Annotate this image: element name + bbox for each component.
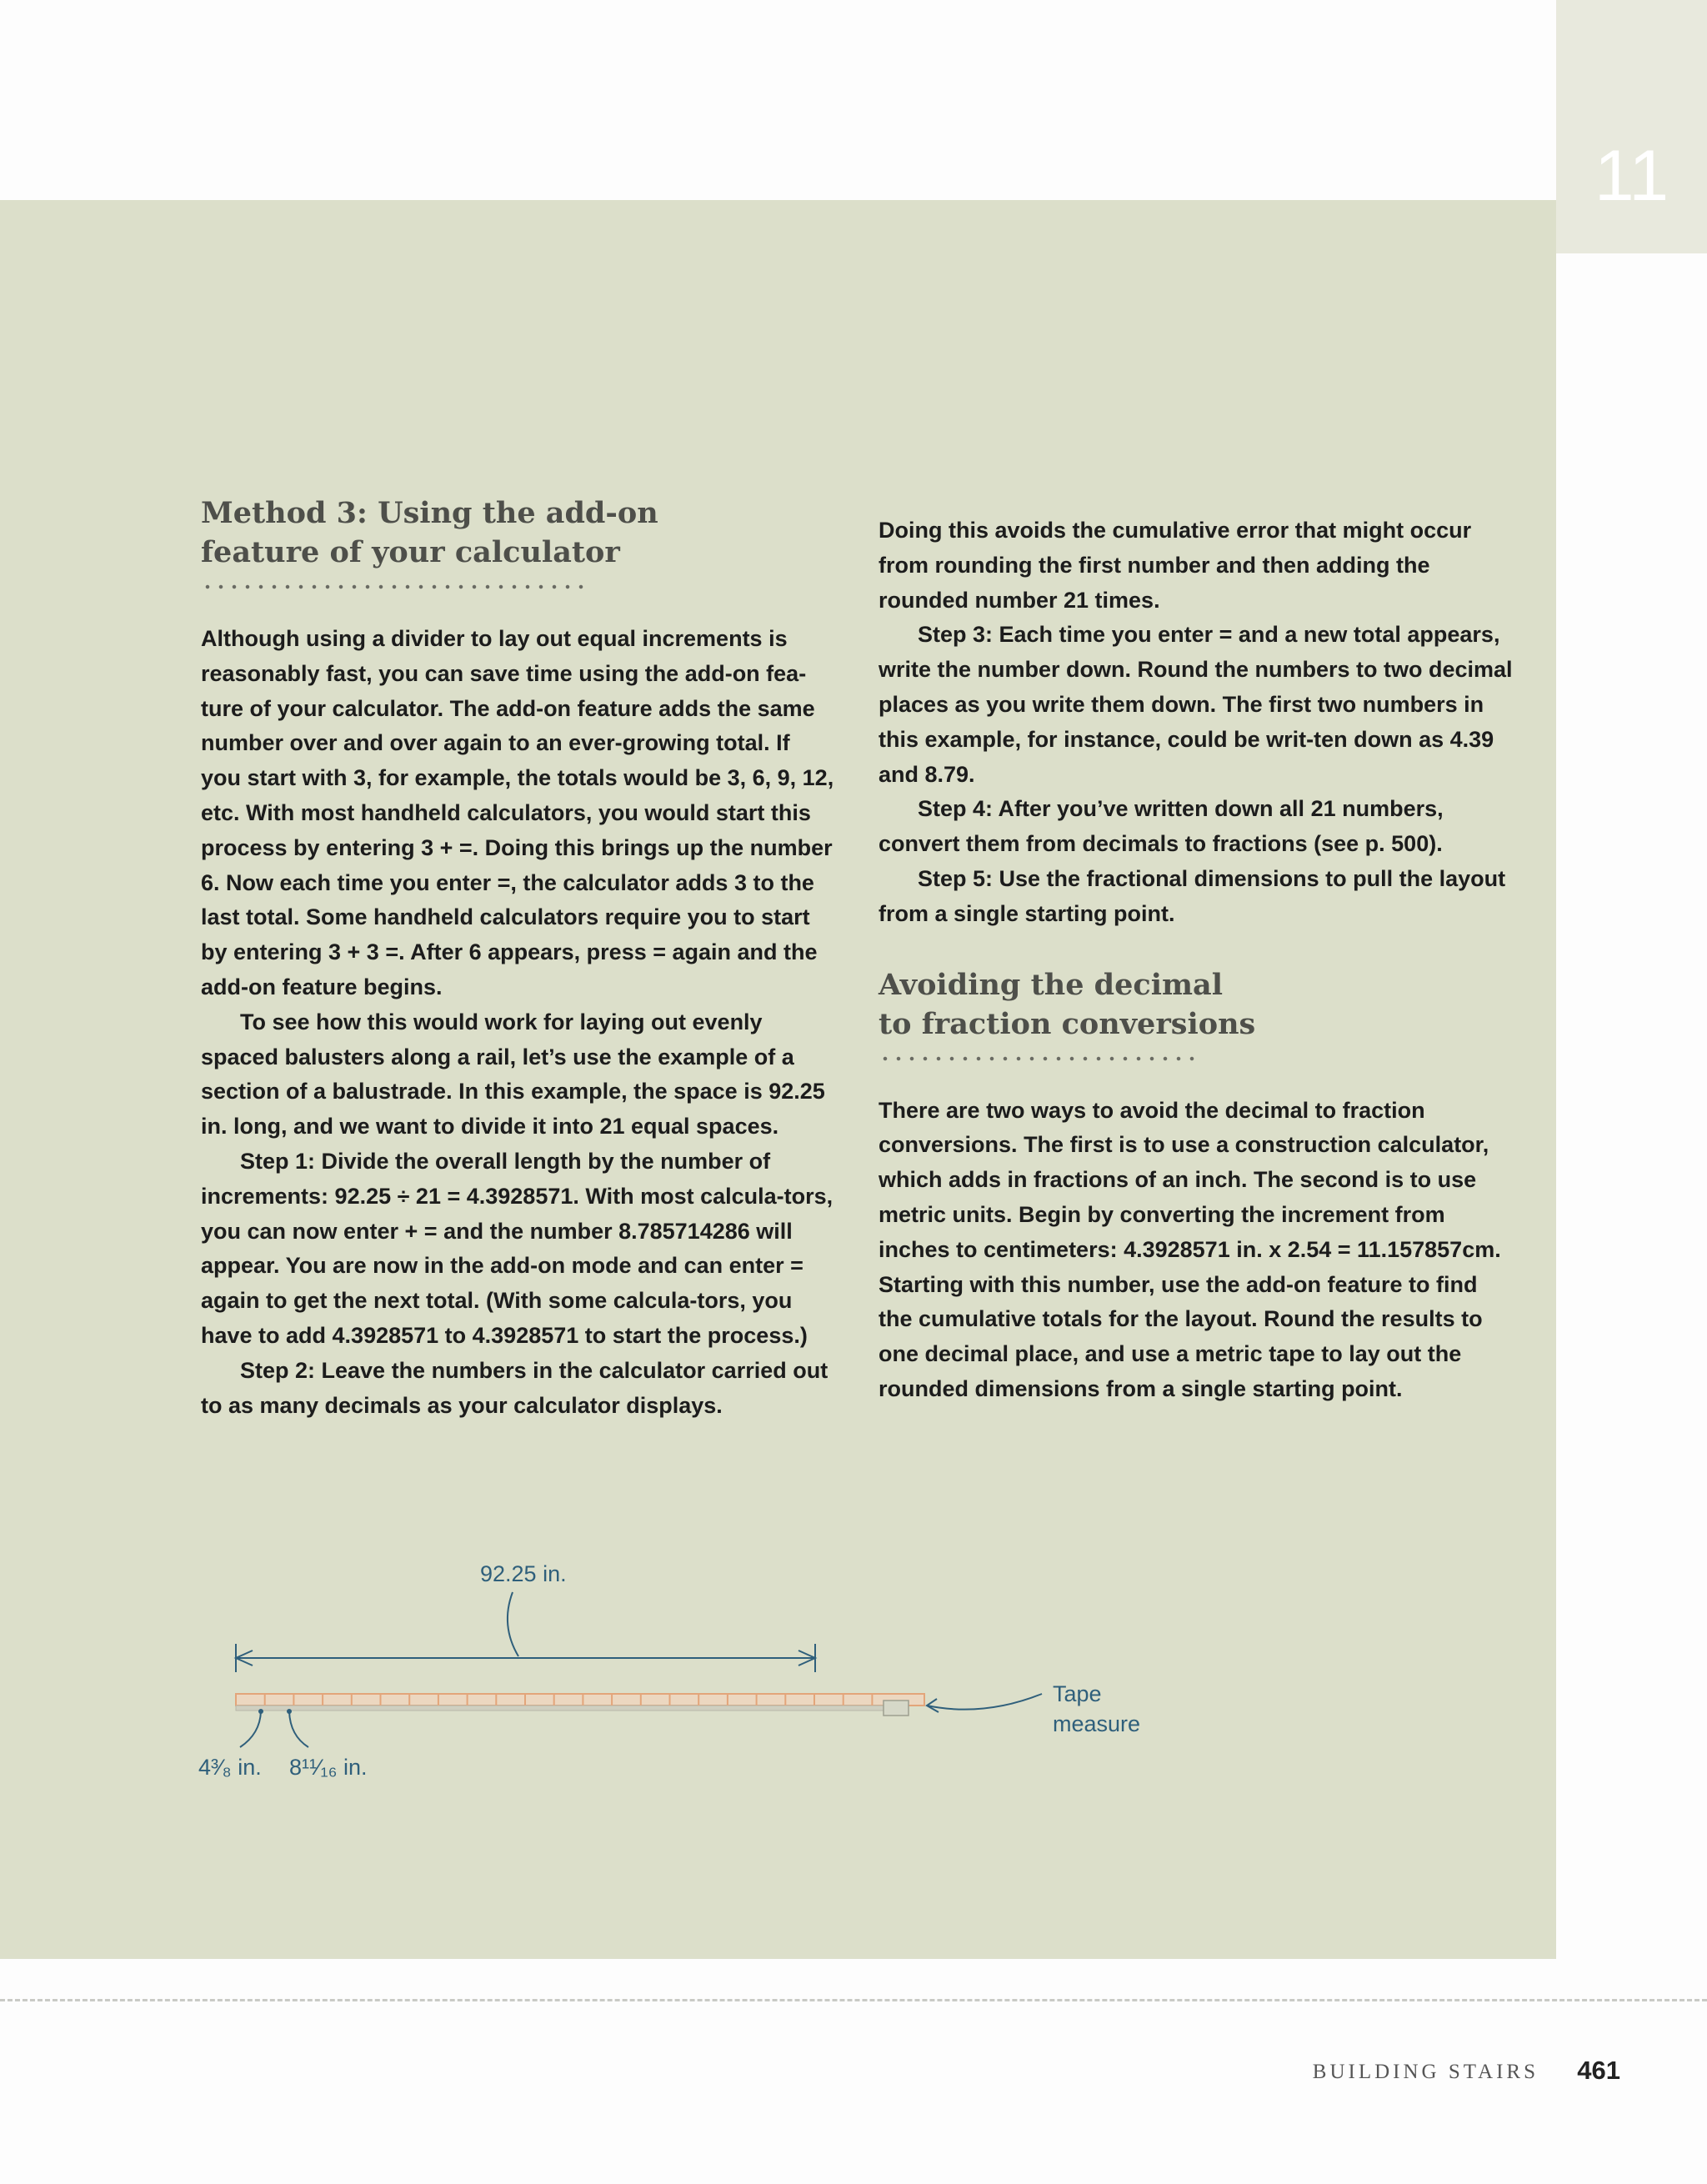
right-column: [879, 513, 1517, 1407]
paragraph: There are two ways to avoid the decimal to fraction conversions. The first is to use a construction calculator, which adds in fractions of an inch. The second is to use metric units. Begin by converting the increment from inches to centimeters: 4.3928571 in. x 2.54 = 11.157857cm. Starting with this number, use the add-on feature to find the cumulative totals for the layout. Round the results to one decimal place, and use a metric tape to lay out the rounded dimensions from a single starting point.: [879, 1097, 1501, 1401]
length-label: 92.25 in.: [480, 1561, 567, 1586]
page-number: 461: [1577, 2056, 1620, 2085]
dotted-rule: [879, 1055, 1199, 1062]
tape-hook: [884, 1701, 909, 1716]
avoiding-conversions-heading: [879, 965, 1517, 1044]
paragraph-step-4: Step 4: After you’ve written down all 21 numbers, convert them from decimals to fractions (see p. 500).: [879, 796, 1444, 857]
tape-measure-diagram: [0, 1550, 1167, 1801]
paragraph-step-1: Step 1: Divide the overall length by the number of increments: 92.25 ÷ 21 = 4.3928571. With most calcula-tors, you can now enter + = and the number 8.785714286 will appear. You are now in the add-on mode and can enter = again to get the next total. (With some calcula-tors, you have to add 4.3928571 to 4.3928571 to start the process.): [201, 1148, 833, 1348]
tape-blade-edge: [236, 1706, 886, 1711]
paragraph: Doing this avoids the cumulative error that might occur from rounding the first number and then adding the rounded number 21 times.: [879, 518, 1472, 613]
mark-leader-line: [289, 1711, 308, 1747]
tape-label-line1: Tape: [1053, 1681, 1102, 1706]
length-leader-line: [508, 1592, 518, 1656]
paragraph-step-5: Step 5: Use the fractional dimensions to pull the layout from a single starting point.: [879, 865, 1506, 926]
method-3-heading: [201, 493, 834, 572]
running-head: BUILDING STAIRS: [1312, 2061, 1539, 2083]
left-column: [201, 493, 834, 1423]
dotted-rule: [201, 584, 584, 590]
left-body: [201, 622, 834, 1423]
paragraph-step-2: Step 2: Leave the numbers in the calculator carried out to as many decimals as your calculator displays.: [201, 1357, 828, 1418]
heading-line: to fraction conversions: [879, 1006, 1256, 1041]
paragraph: To see how this would work for laying out evenly spaced balusters along a rail, let’s use the example of a section of a balustrade. In this example, the space is 92.25 in. long, and we want to divide it into 21 equal spaces.: [201, 1009, 825, 1140]
heading-line: Method 3: Using the add-on: [201, 496, 658, 530]
chapter-number: 11: [1594, 136, 1669, 216]
right-body: [879, 513, 1517, 932]
paragraph-step-3: Step 3: Each time you enter = and a new total appears, write the number down. Round the numbers to two decimal places as you write them down. The first two numbers in this example, for instance, could be writ-ten down as 4.39 and 8.79.: [879, 622, 1513, 787]
paragraph: Although using a divider to lay out equal increments is reasonably fast, you can save time using the add-on fea-ture of your calculator. The add-on feature adds the same number over and over again to an ever-growing total. If you start with 3, for example, the totals would be 3, 6, 9, 12, etc. With most handheld calculators, you would start this process by entering 3 + =. Doing this brings up the number 6. Now each time you enter =, the calculator adds 3 to the last total. Some handheld calculators require you to start by entering 3 + 3 =. After 6 appears, press = again and the add-on feature begins.: [201, 626, 834, 999]
heading-line: feature of your calculator: [201, 535, 620, 569]
tape-blade: [236, 1694, 924, 1706]
right-body-2: [879, 1094, 1517, 1407]
heading-line: Avoiding the decimal: [879, 967, 1224, 1002]
footer-dashed-rule: [0, 1999, 1707, 2001]
mark-1-label: 4³⁄₈ in.: [198, 1755, 262, 1780]
mark-leader-line: [240, 1711, 261, 1747]
tape-label-line2: measure: [1053, 1711, 1141, 1736]
tape-leader-line: [927, 1694, 1042, 1710]
diagram-drawing: [0, 1550, 1167, 1801]
mark-2-label: 8¹¹⁄₁₆ in.: [289, 1755, 368, 1780]
